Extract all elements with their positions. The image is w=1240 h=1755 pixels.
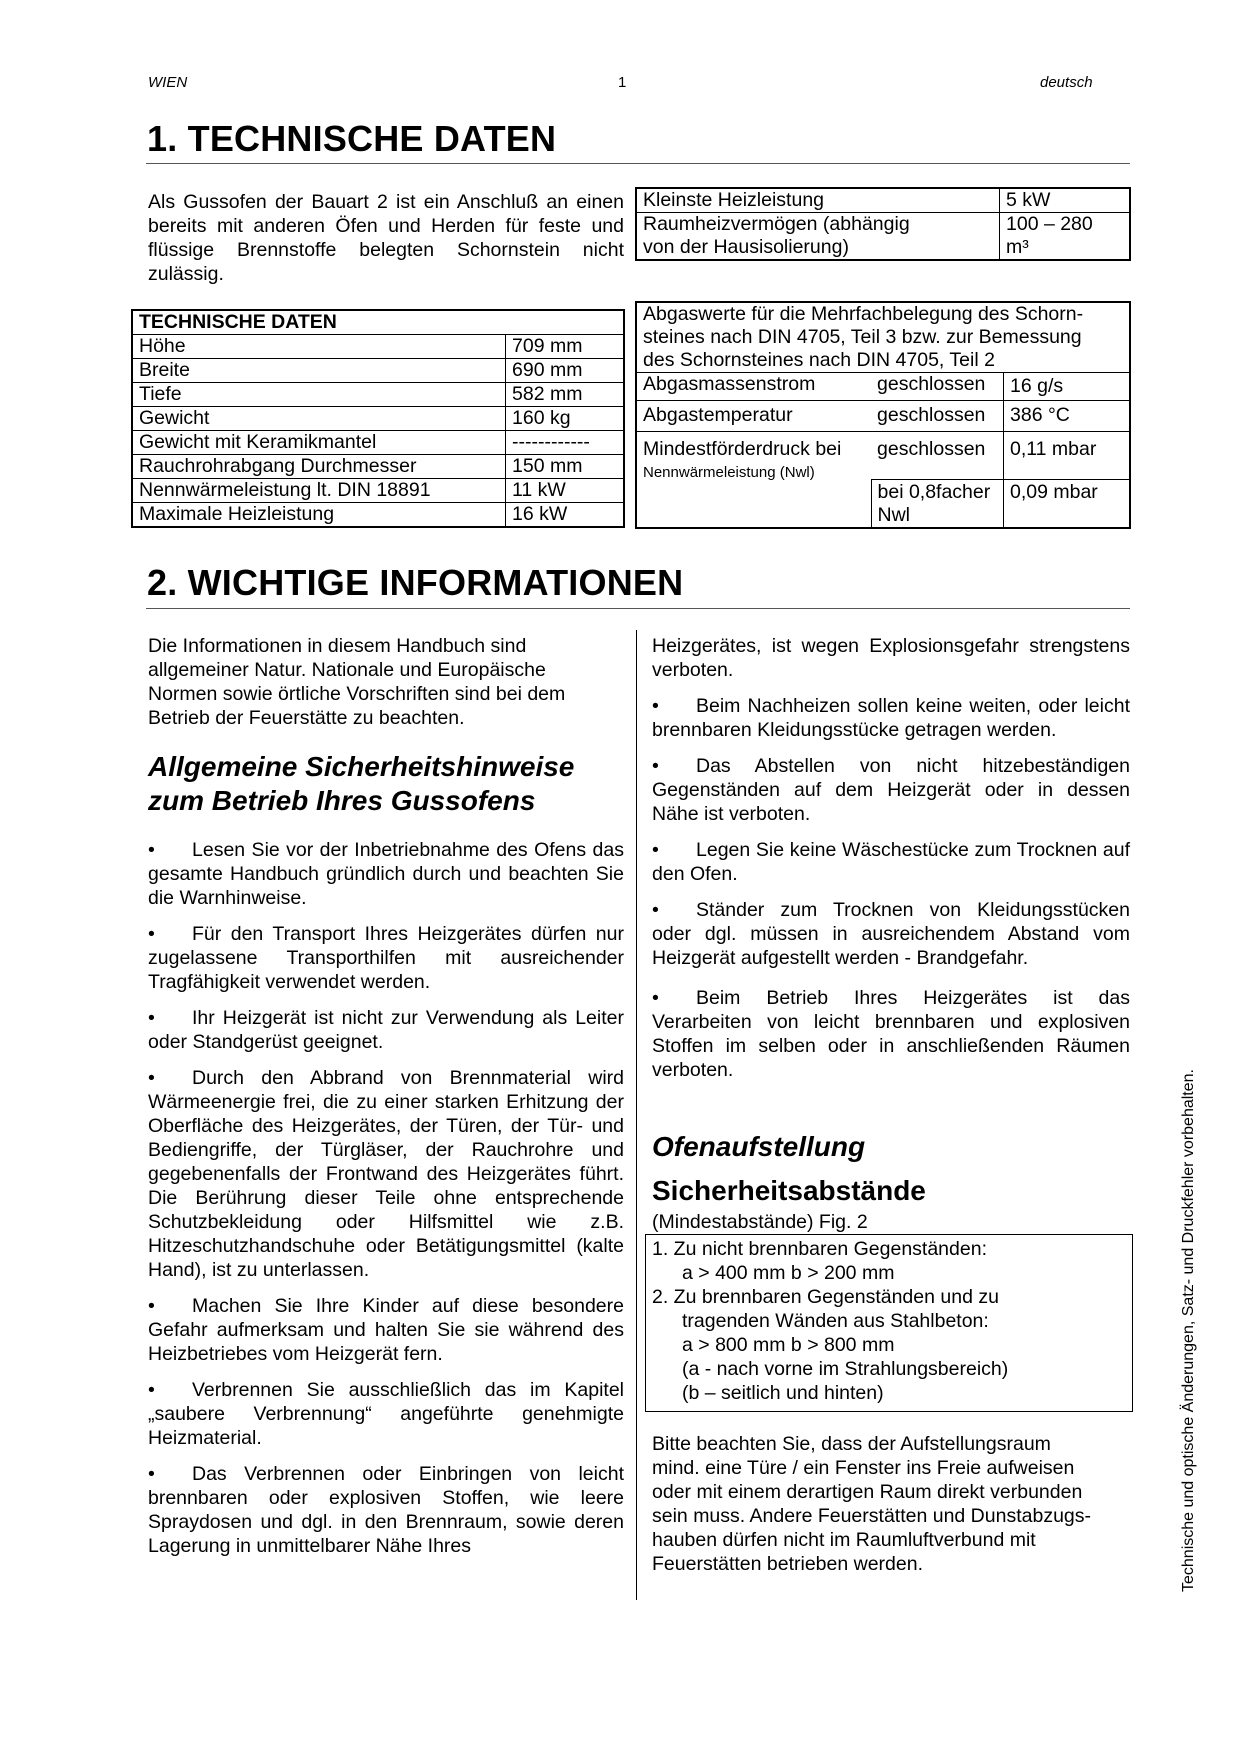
list-item: • Das Verbrennen oder Einbringen von leicht brennbaren oder explosiven Stoffen, wie leere Spraydosen und dgl. in den Brennraum, sowie deren Lagerung in unmittelbarer Nähe Ihres	[148, 1463, 624, 1557]
list-item: • Machen Sie Ihre Kinder auf diese besondere Gefahr aufmerksam und halten Sie sie während des Heizbetriebes vom Heizgerät fern.	[148, 1295, 624, 1365]
table-row: Rauchrohrabgang Durchmesser 150 mm	[133, 455, 624, 479]
section2-title: 2. WICHTIGE INFORMATIONEN	[147, 562, 684, 603]
section2-rule	[146, 608, 1130, 609]
table-row: Nennwärmeleistung lt. DIN 18891 11 kW	[133, 479, 624, 503]
section1-rule	[146, 163, 1130, 164]
exhaust-table: Abgaswerte für die Mehrfachbelegung des Schorn- steines nach DIN 4705, Teil 3 bzw. zur Bemessung des Schornsteines nach DIN 4705, Teil 2 Abgasmassenstrom geschlossen 16 g/s Abgastemperatur geschlossen 386 °C Mindestförderdruck bei Nennwärmeleistung (Nwl) geschlossen 0,11 mbar bei 0,8facher Nwl 0,09 mbar	[636, 302, 1130, 528]
closing-paragraph: Bitte beachten Sie, dass der Aufstellungsraum mind. eine Türe / ein Fenster ins Freie aufweisen oder mit einem derartigen Raum direkt verbunden sein muss. Andere Feuerstätten und Dunstabzugs- hauben dürfen nicht im Raumluftverbund mit Feuerstätten betrieben werden.	[652, 1433, 1091, 1575]
section1-intro: Als Gussofen der Bauart 2 ist ein Anschluß an einen bereits mit anderen Öfen und Herden für feste und flüssige Brennstoffe belegten Schornstein nicht zulässig.	[148, 191, 624, 285]
list-item: • Legen Sie keine Wäschestücke zum Trocknen auf den Ofen.	[652, 839, 1130, 885]
table-row: Raumheizvermögen (abhängig von der Hausisolierung) 100 – 280 m³	[637, 213, 1130, 260]
table-row: Höhe 709 mm	[133, 335, 624, 359]
list-item: • Ihr Heizgerät ist nicht zur Verwendung als Leiter oder Standgerüst geeignet.	[148, 1007, 624, 1053]
heat-output-table	[636, 188, 1130, 260]
distances-subheading: (Mindestabstände) Fig. 2	[652, 1211, 868, 1233]
list-item: • Ständer zum Trocknen von Kleidungsstücken oder dgl. müssen in ausreichendem Abstand vom Heizgerät aufgestellt werden - Brandgefahr.	[652, 899, 1130, 969]
list-item: • Lesen Sie vor der Inbetriebnahme des Ofens das gesamte Handbuch gründlich durch und beachten Sie die Warnhinweise.	[148, 839, 624, 909]
tech-data-table	[132, 310, 624, 527]
safety-heading: Allgemeine Sicherheitshinweise zum Betrieb Ihres Gussofens	[148, 751, 575, 816]
table-row: Maximale Heizleistung 16 kW	[133, 503, 624, 527]
section2-intro: Die Informationen in diesem Handbuch sind allgemeiner Natur. Nationale und Europäische Normen sowie örtliche Vorschriften sind bei dem Betrieb der Feuerstätte zu beachten.	[148, 635, 566, 729]
left-bullet-list	[148, 838, 624, 1558]
header-left: WIEN	[148, 74, 188, 91]
list-item-continuation: Heizgerätes, ist wegen Explosionsgefahr strengstens verboten.	[652, 635, 1130, 681]
table-row: Abgasmassenstrom geschlossen 16 g/s	[637, 373, 1130, 401]
table-row: bei 0,8facher Nwl 0,09 mbar	[637, 480, 1130, 528]
table-row: Gewicht 160 kg	[133, 407, 624, 431]
list-item: • Durch den Abbrand von Brennmaterial wird Wärmeenergie frei, die zu einer starken Erhitzung der Oberfläche des Heizgerätes, der Türen, der Tür- und Bediengriffe, der Türgläser, der Rauchrohre und gegebenenfalls der Frontwand des Heizgerätes führt. Die Berührung dieser Teile ohne entsprechende Schutzbekleidung oder Hilfsmittel wie z.B. Hitzeschutzhandschuhe oder Betätigungsmittel (kalte Hand), ist zu unterlassen.	[148, 1067, 624, 1281]
exhaust-intro: Abgaswerte für die Mehrfachbelegung des Schorn-	[643, 303, 1084, 325]
table-row: Abgastemperatur geschlossen 386 °C	[637, 401, 1130, 432]
page-number: 1	[618, 74, 627, 91]
table-row: Kleinste Heizleistung 5 kW	[637, 189, 1130, 213]
distances-box: 1. Zu nicht brennbaren Gegenständen: a > 400 mm b > 200 mm 2. Zu brennbaren Gegenständen und zu tragenden Wänden aus Stahlbeton: a > 800 mm b > 800 mm (a - nach vorne im Strahlungsbereich) (b – seitlich und hinten)	[645, 1234, 1133, 1412]
list-item: • Beim Nachheizen sollen keine weiten, oder leicht brennbaren Kleidungsstücke getragen werden.	[652, 695, 1130, 741]
distances-heading: Sicherheitsabstände	[652, 1175, 926, 1206]
list-item: • Verbrennen Sie ausschließlich das im Kapitel „saubere Verbrennung“ angeführte genehmigte Heizmaterial.	[148, 1379, 624, 1449]
header-right: deutsch	[1040, 74, 1093, 91]
section1-title: 1. TECHNISCHE DATEN	[147, 118, 557, 159]
list-item: • Das Abstellen von nicht hitzebeständigen Gegenständen auf dem Heizgerät oder in dessen Nähe ist verboten.	[652, 755, 1130, 825]
side-disclaimer: Technische und optische Änderungen, Satz- und Druckfehler vorbehalten.	[1180, 1069, 1197, 1592]
table-row: Tiefe 582 mm	[133, 383, 624, 407]
table-row: Breite 690 mm	[133, 359, 624, 383]
tech-table-header: TECHNISCHE DATEN	[133, 311, 624, 335]
table-row: Mindestförderdruck bei Nennwärmeleistung (Nwl) geschlossen 0,11 mbar	[637, 432, 1130, 480]
table-row: Gewicht mit Keramikmantel ------------	[133, 431, 624, 455]
right-bullet-list	[652, 634, 1130, 1082]
list-item: • Beim Betrieb Ihres Heizgerätes ist das Verarbeiten von leicht brennbaren und explosiven Stoffen im selben oder in anschließenden Räumen verboten.	[652, 987, 1130, 1081]
setup-heading: Ofenaufstellung	[652, 1131, 866, 1162]
column-divider	[636, 630, 637, 1600]
list-item: • Für den Transport Ihres Heizgerätes dürfen nur zugelassene Transporthilfen mit ausreichender Tragfähigkeit verwendet werden.	[148, 923, 624, 993]
